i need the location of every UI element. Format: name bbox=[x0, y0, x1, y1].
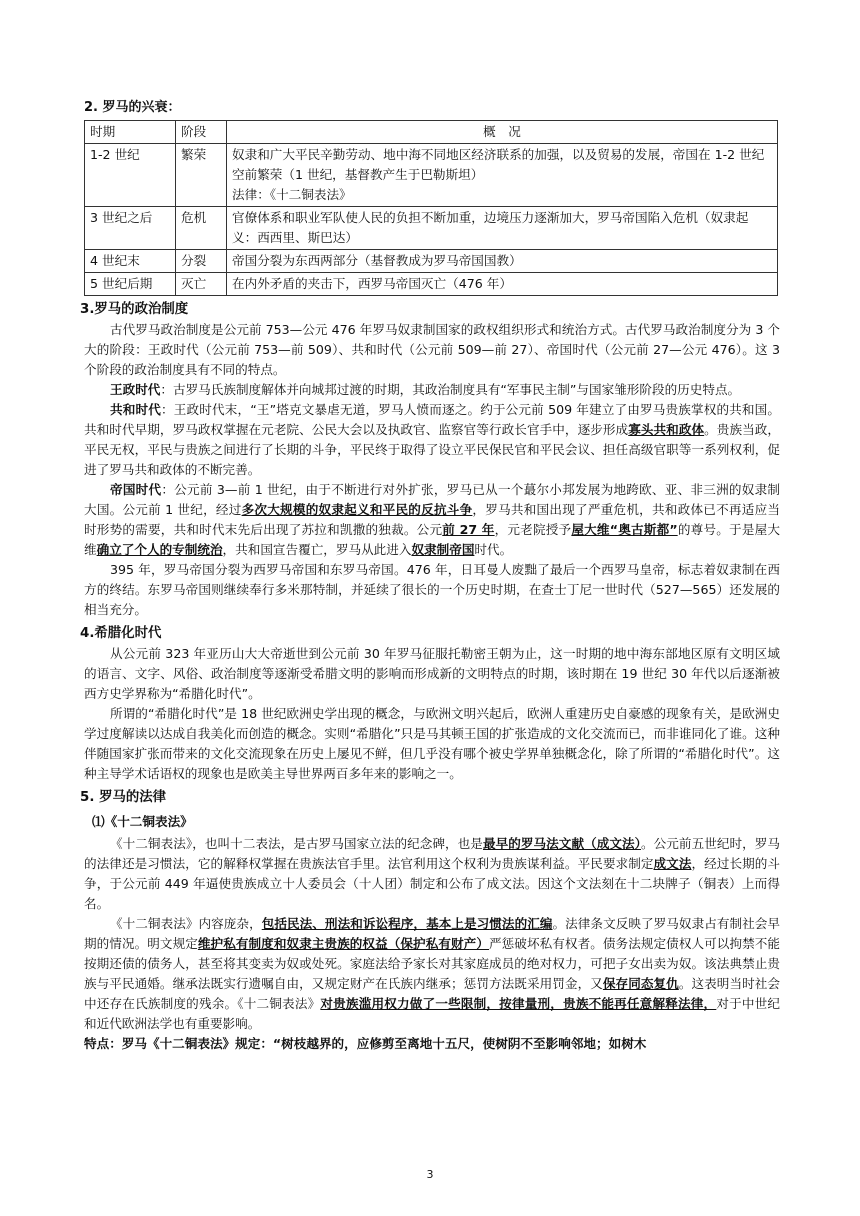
paragraph-text: ，罗马共和国出现了严重危机，共和政体已不再适应当时形势的需要，共和时代末先后出现了苏拉和凯撒的独裁。公元 bbox=[84, 502, 780, 537]
cell-period: 5 世纪后期 bbox=[85, 273, 176, 296]
term-republic: 共和时代 bbox=[110, 402, 161, 417]
emphasis-text: 多次大规模的奴隶起义和平民的反抗斗争 bbox=[241, 502, 473, 517]
feature-text: 特点：罗马《十二铜表法》规定：“树枝越界的，应修剪至离地十五尺，使树阴不至影响邻地；如树木 bbox=[84, 1036, 647, 1051]
cell-period: 4 世纪末 bbox=[85, 250, 176, 273]
cell-desc: 帝国分裂为东西两部分（基督教成为罗马帝国国教） bbox=[227, 250, 778, 273]
cell-desc-law: 法律：《十二铜表法》 bbox=[232, 187, 352, 202]
paragraph-text: 严惩破坏私有权者。债务法规定债权人可以拘禁不能按期还债的债务人，甚至将其变卖为奴或处死。家庭法给予家长对其家庭成员的绝对权力，可把子女出卖为奴。该法典禁止贵族与平民通婚。继承法既实行遗嘱自由，又规定财产在氏族内继承；惩罚方法既采用罚金，又 bbox=[84, 936, 781, 991]
emphasis-text: 保存同态复仇 bbox=[602, 976, 679, 991]
section-5-heading: 5. 罗马的法律 bbox=[80, 790, 167, 805]
emphasis-text: 对贵族滥用权力做了一些限制，按律量刑，贵族不能再任意解释法律， bbox=[320, 996, 717, 1011]
paragraph: 所谓的“希腊化时代”是 18 世纪欧洲史学出现的概念，与欧洲文明兴起后，欧洲人重建历史自豪感的现象有关，是欧洲史学过度解读以达成自我美化而创造的概念。实则“希腊化”只是马其顿王国的扩张造成的文化交流而已，而非谁同化了谁。这种伴随国家扩张而带来的文化交流现象在历史上屡见不鲜，但几乎没有哪个被史学界单独概念化，除了所谓的“希腊化时代”。这种主导学术话语权的现象也是欧美主导世界两百多年来的影响之一。 bbox=[84, 706, 780, 781]
document-page bbox=[80, 98, 781, 1054]
paragraph-text: 。法律条文反映了罗马奴隶占有制社会早期的情况。明文规定 bbox=[84, 916, 781, 951]
paragraph-text: ，共和国宣告覆亡，罗马从此进入 bbox=[222, 542, 412, 557]
cell-desc: 官僚体系和职业军队使人民的负担不断加重，边境压力逐渐加大，罗马帝国陷入危机（奴隶起义：西西里、斯巴达） bbox=[227, 207, 778, 250]
cell-period: 3 世纪之后 bbox=[85, 207, 176, 250]
paragraph: 395 年，罗马帝国分裂为西罗马帝国和东罗马帝国。476 年，日耳曼人废黜了最后一个西罗马皇帝，标志着奴隶制在西方的终结。东罗马帝国则继续奉行多米那特制，并延续了很长的一个历史时期，在查士丁尼一世时代（527—565）还发展的相当充分。 bbox=[84, 562, 780, 617]
term-monarchy: 王政时代 bbox=[110, 382, 161, 397]
paragraph-text: 。公元前五世纪时，罗马的法律还是习惯法，它的解释权掌握在贵族法官手里。法官利用这个权利为贵族谋利益。平民要求制定 bbox=[84, 836, 781, 871]
table-row bbox=[85, 144, 778, 207]
paragraph-text: ：公元前 3—前 1 世纪，由于不断进行对外扩张，罗马已从一个蕞尔小邦发展为地跨欧、亚、非三洲的奴隶制大国。公元前 1 世纪，经过 bbox=[84, 482, 780, 517]
paragraph: 古代罗马政治制度是公元前 753—公元 476 年罗马奴隶制国家的政权组织形式和统治方式。古代罗马政治制度分为 3 个大的阶段：王政时代（公元前 753—前 509）、共和时代（公元前 509—前 27）、帝国时代（公元前 27—公元 476）。这 3 个阶段的政治制度具有不同的特点。 bbox=[84, 322, 780, 377]
page-number: 3 bbox=[426, 1168, 434, 1181]
subsection-heading: ⑴《十二铜表法》 bbox=[92, 814, 193, 829]
section-2-heading: 2. 罗马的兴衰： bbox=[84, 100, 181, 115]
paragraph-text: ：古罗马氏族制度解体并向城邦过渡的时期，其政治制度具有“军事民主制”与国家雏形阶段的历史特点。 bbox=[160, 382, 741, 397]
emphasis-text: 奴隶制帝国 bbox=[411, 542, 475, 557]
paragraph-text: 时代。 bbox=[474, 542, 513, 557]
paragraph-text: 。这表明当时社会中还存在氏族制度的残余。《十二铜表法》 bbox=[84, 976, 781, 1011]
term-empire: 帝国时代 bbox=[110, 482, 162, 497]
rise-fall-table bbox=[84, 120, 778, 296]
cell-desc bbox=[227, 144, 778, 207]
paragraph: 从公元前 323 年亚历山大大帝逝世到公元前 30 年罗马征服托勒密王朝为止，这一时期的地中海东部地区原有文明区域的语言、文字、风俗、政治制度等逐渐受希腊文明的影响而形成新的文明特点的时期，该时期在 19 世纪 30 年代以后逐渐被西方史学界称为“希腊化时代”。 bbox=[84, 646, 780, 701]
emphasis-text: 成文法 bbox=[653, 856, 692, 871]
cell-desc: 在内外矛盾的夹击下，西罗马帝国灭亡（476 年） bbox=[227, 273, 778, 296]
paragraph bbox=[84, 400, 780, 480]
table-row bbox=[85, 250, 778, 273]
emphasis-text: 维护私有制度和奴隶主贵族的权益（保护私有财产） bbox=[197, 936, 489, 951]
cell-stage: 分裂 bbox=[176, 250, 227, 273]
header-period: 时期 bbox=[85, 121, 176, 144]
paragraph bbox=[84, 914, 780, 1034]
table-row bbox=[85, 273, 778, 296]
section-3-heading: 3.罗马的政治制度 bbox=[80, 302, 189, 317]
paragraph-feature bbox=[84, 1034, 780, 1054]
emphasis-text: 确立了个人的专制统治 bbox=[96, 542, 223, 557]
paragraph bbox=[84, 834, 780, 914]
table-row bbox=[85, 207, 778, 250]
paragraph-text: ，元老院授予 bbox=[494, 522, 572, 537]
emphasis-text: 前 27 年 bbox=[442, 522, 495, 537]
cell-period: 1-2 世纪 bbox=[85, 144, 176, 207]
section-4-heading: 4.希腊化时代 bbox=[80, 626, 162, 641]
paragraph bbox=[84, 480, 780, 560]
paragraph-text: ：王政时代末，“王”塔克文暴虐无道，罗马人愤而逐之。约于公元前 509 年建立了由罗马贵族掌权的共和国。共和时代早期，罗马政权掌握在元老院、公民大会以及执政官、监察官等行政长官手中，逐步形成 bbox=[84, 402, 781, 437]
emphasis-text: 寡头共和政体 bbox=[628, 422, 705, 437]
paragraph-text: 《十二铜表法》，也叫十二表法，是古罗马国家立法的纪念碑，也是 bbox=[110, 836, 483, 851]
emphasis-text: 屋大维“奥古斯都” bbox=[571, 522, 678, 537]
cell-stage: 灭亡 bbox=[176, 273, 227, 296]
paragraph-text: 对于中世纪和近代欧洲法学也有重要影响。 bbox=[84, 996, 781, 1031]
paragraph-text: 《十二铜表法》内容庞杂， bbox=[110, 916, 262, 931]
cell-stage: 危机 bbox=[176, 207, 227, 250]
paragraph bbox=[84, 380, 780, 400]
paragraph-text: 。贵族当政，平民无权，平民与贵族之间进行了长期的斗争，平民终于取得了设立平民保民官和平民会议、担任高级官职等一系列权利，促进了罗马共和政体的不断完善。 bbox=[84, 422, 781, 477]
paragraph-text: 的尊号。于是屋大维 bbox=[84, 522, 781, 557]
header-stage: 阶段 bbox=[176, 121, 227, 144]
emphasis-text: 包括民法、刑法和诉讼程序，基本上是习惯法的汇编 bbox=[261, 916, 553, 931]
cell-desc-line: 奴隶和广大平民辛勤劳动、地中海不同地区经济联系的加强，以及贸易的发展，帝国在 1-2 世纪空前繁荣（1 世纪，基督教产生于巴勒斯坦） bbox=[232, 147, 765, 182]
cell-stage: 繁荣 bbox=[176, 144, 227, 207]
table-header-row bbox=[85, 121, 778, 144]
header-overview: 概 况 bbox=[227, 121, 778, 144]
emphasis-text: 最早的罗马法文献（成文法） bbox=[482, 836, 641, 851]
paragraph-text: ，经过长期的斗争，于公元前 449 年逼使贵族成立十人委员会（十人团）制定和公布了成文法。因这个文法刻在十二块牌子（铜表）上而得名。 bbox=[84, 856, 781, 911]
